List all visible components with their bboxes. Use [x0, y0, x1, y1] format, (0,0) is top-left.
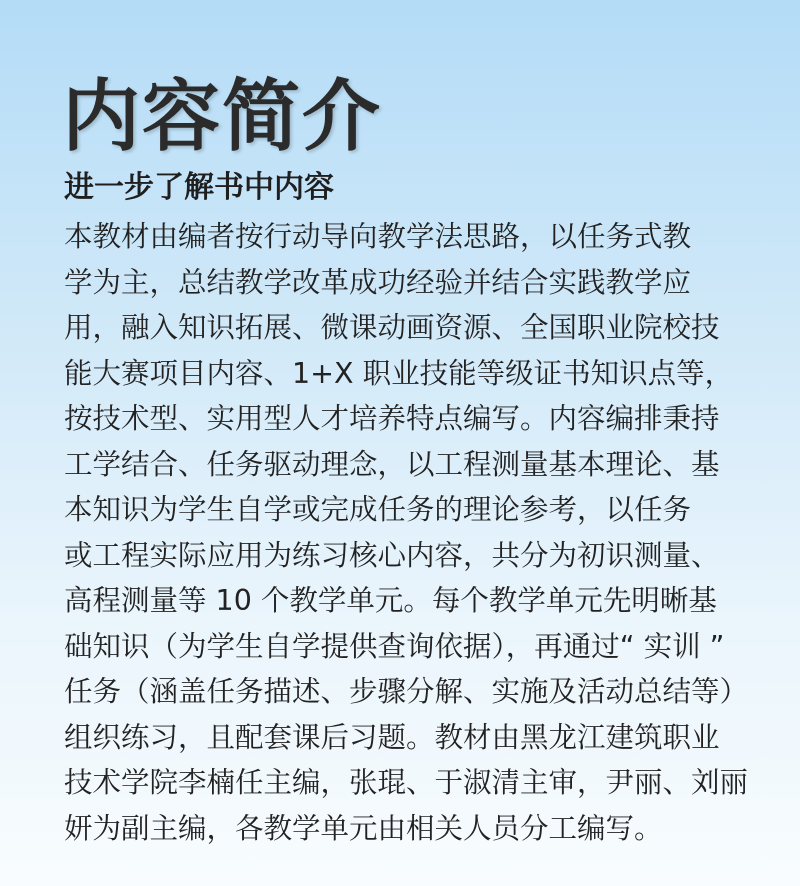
intro-paragraph — [64, 214, 749, 851]
paragraph-line: 础知识（为学生自学提供查询依据），再通过“ 实训 ” — [64, 629, 725, 663]
paragraph-line: 本知识为学生自学或完成任务的理论参考，以任务 — [64, 493, 692, 526]
paragraph-line: 妍为副主编，各教学单元由相关人员分工编写。 — [64, 811, 663, 845]
paragraph-line: 组织练习，且配套课后习题。教材由黑龙江建筑职业 — [64, 720, 720, 754]
paragraph-line: 技术学院李楠任主编，张琨、于淑清主审，尹丽、刘丽 — [64, 766, 749, 799]
paragraph-line: 学为主，总结教学改革成功经验并结合实践教学应 — [64, 265, 692, 299]
paragraph-line: 能大赛项目内容、1+X 职业技能等级证书知识点等， — [64, 356, 734, 390]
paragraph-line: 按技术型、实用型人才培养特点编写。内容编排秉持 — [64, 402, 720, 435]
paragraph-line: 高程测量等 10 个教学单元。每个教学单元先明晰基 — [64, 584, 717, 617]
page-title: 内容简介 — [62, 72, 383, 162]
paragraph-line: 本教材由编者按行动导向教学法思路，以任务式教 — [64, 220, 692, 253]
paragraph-line: 或工程实际应用为练习核心内容，共分为初识测量、 — [64, 538, 720, 572]
paragraph-line: 工学结合、任务驱动理念，以工程测量基本理论、基 — [64, 447, 720, 481]
page-subtitle: 进一步了解书中内容 — [64, 170, 334, 205]
paragraph-line: 用，融入知识拓展、微课动画资源、全国职业院校技 — [64, 311, 720, 344]
paragraph-line: 任务（涵盖任务描述、步骤分解、实施及活动总结等） — [64, 675, 749, 708]
